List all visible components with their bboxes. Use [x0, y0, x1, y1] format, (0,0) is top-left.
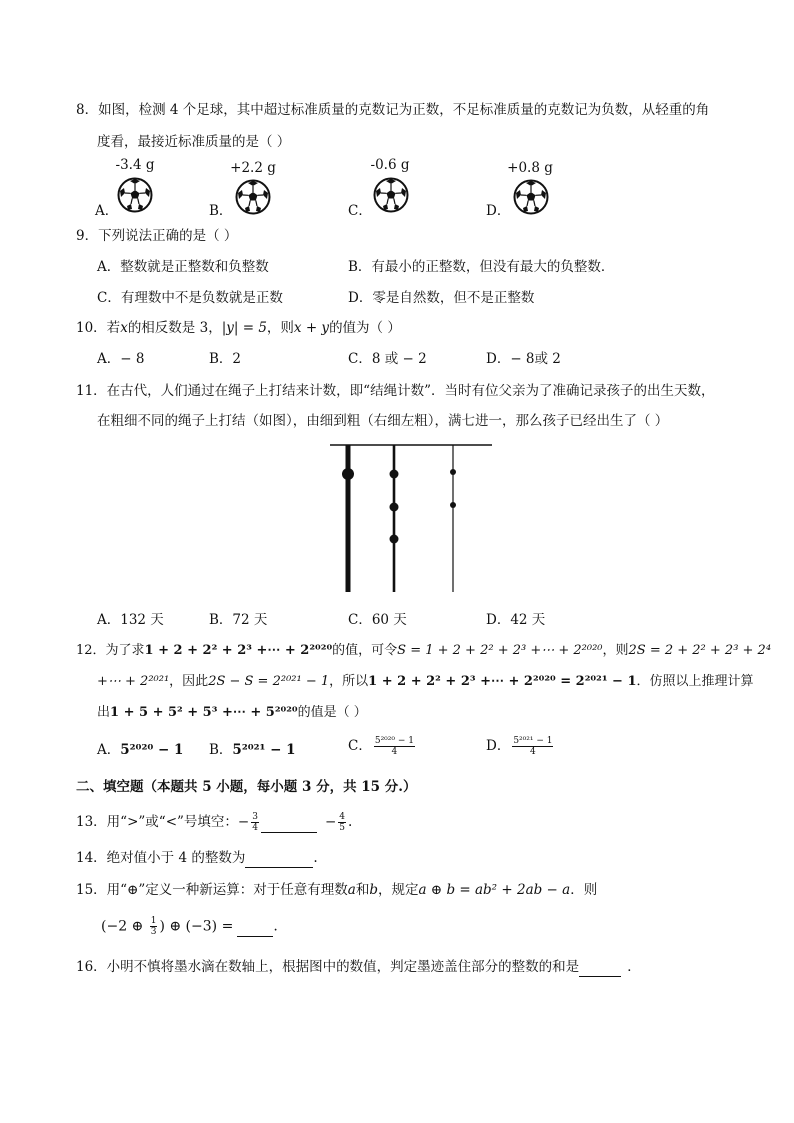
- q15-pre: 15．用“⊕”定义一种新运算：对于任意有理数: [76, 882, 348, 898]
- q13-left-den: 4: [252, 823, 258, 833]
- q8-option-a-weight: -3.4 g: [115, 157, 155, 173]
- q11-option-c[interactable]: C．60 天: [348, 612, 407, 628]
- q10-option-a[interactable]: A．− 8: [97, 351, 145, 367]
- q15-b: b: [369, 882, 379, 898]
- q10-option-d[interactable]: D．− 8或 2: [486, 351, 561, 367]
- q15-rule-post: ．则: [570, 882, 598, 898]
- q16: [76, 957, 641, 977]
- q14-end: .: [313, 850, 318, 866]
- q8-option-c-weight: -0.6 g: [370, 157, 410, 173]
- q12-option-d[interactable]: [486, 736, 555, 757]
- q12-t2: ，则: [602, 643, 629, 658]
- q12-line3: [97, 703, 367, 723]
- q15-answer-blank[interactable]: [237, 922, 273, 937]
- q10-abs-y: |y| = 5: [221, 320, 267, 336]
- q12-expr2: S = 1 + 2 + 2² + 2³ +⋯ + 2²⁰²⁰: [397, 643, 603, 658]
- q10-x: x: [120, 320, 128, 336]
- q8-option-d-weight: +0.8 g: [507, 160, 553, 176]
- q8-option-c-letter[interactable]: C．: [348, 203, 372, 219]
- q8-stem-line2: 度看，最接近标准质量的是（ ）: [97, 134, 291, 150]
- q10-stem-pre: 10．若: [76, 320, 121, 336]
- q8-option-b-letter[interactable]: B．: [209, 203, 233, 219]
- q12-line1: [76, 641, 771, 661]
- q13-right-fraction: [338, 812, 346, 833]
- q12-expr4: +⋯ + 2²⁰²¹: [97, 674, 170, 689]
- q12-option-a[interactable]: [97, 740, 183, 760]
- q11-stem-line1: 11．在古代，人们通过在绳子上打结来计数，即“结绳计数”．当时有位父亲为了准确记录孩子的出生天数，: [76, 383, 715, 399]
- section-2-heading: 二、填空题（本题共 5 小题，每小题 3 分，共 15 分.）: [76, 779, 417, 795]
- q9-option-a[interactable]: A．整数就是正整数和负整数: [97, 259, 269, 275]
- q15-a: a: [347, 882, 356, 898]
- q12-expr6: 1 + 2 + 2² + 2³ +⋯ + 2²⁰²⁰ = 2²⁰²¹ − 1: [368, 674, 637, 689]
- q15-and: 和: [355, 882, 370, 898]
- q14-pre: 14．绝对值小于 4 的整数为: [76, 850, 246, 866]
- q12-option-c-letter: C．: [348, 738, 372, 754]
- q15-rule-pre: ，规定: [378, 882, 419, 898]
- q10-stem-mid1: 的相反数是 3，: [127, 320, 222, 336]
- q12-option-b-value: 5²⁰²¹ − 1: [232, 742, 296, 758]
- q12-option-d-fraction: [512, 736, 553, 757]
- q13-right-sign: −: [324, 814, 337, 830]
- q15-expr-pre: (−2 ⊕: [101, 918, 148, 935]
- q10-stem: [76, 318, 401, 338]
- q8-option-d-letter[interactable]: D．: [486, 203, 511, 219]
- q12-option-a-letter: A．: [97, 742, 121, 758]
- q12-option-a-value: 5²⁰²⁰ − 1: [120, 742, 184, 758]
- q9-stem: 9．下列说法正确的是（ ）: [76, 228, 238, 244]
- q9-option-b[interactable]: B．有最小的正整数，但没有最大的负整数．: [348, 259, 615, 275]
- q10-expr: x + y: [293, 320, 330, 336]
- q12-t6: 出: [97, 705, 111, 720]
- q15-fraction: [150, 916, 158, 937]
- q15-end: .: [273, 918, 278, 935]
- q14-answer-blank[interactable]: [245, 853, 313, 868]
- q12-t3: ，因此: [169, 674, 209, 689]
- q10-stem-mid2: ，则: [266, 320, 294, 336]
- q12-expr7: 1 + 5 + 5² + 5³ +⋯ + 5²⁰²⁰: [110, 705, 298, 720]
- q11-option-d[interactable]: D．42 天: [486, 612, 546, 628]
- q10-stem-post: 的值为（ ）: [329, 320, 401, 336]
- q15-expr-post: ) ⊕ (−3) =: [159, 918, 234, 935]
- q12-option-d-den: 4: [530, 747, 536, 757]
- q12-option-c-den: 4: [391, 747, 398, 757]
- q12-t7: 的值是（ ）: [297, 705, 367, 720]
- q12-option-d-num: 5²⁰²¹ − 1: [513, 736, 553, 746]
- q11-stem-line2: 在粗细不同的绳子上打结（如图），由细到粗（右细左粗），满七进一，那么孩子已经出生了（ ）: [97, 413, 669, 429]
- q13-answer-blank[interactable]: [261, 818, 317, 833]
- q9-option-c[interactable]: C．有理数中不是负数就是正数: [97, 290, 283, 306]
- q8-stem-line1: 8．如图，检测 4 个足球，其中超过标准质量的克数记为正数，不足标准质量的克数记为负数，从轻重的角: [76, 102, 710, 118]
- q12-option-c-num: 5²⁰²⁰ − 1: [374, 736, 414, 746]
- q13-pre: 13．用“>”或“<”号填空：: [76, 814, 238, 830]
- q12-line2: [97, 672, 754, 692]
- q13-left-fraction: [251, 812, 259, 833]
- q15-line2: [101, 916, 278, 937]
- q16-pre: 16．小明不慎将墨水滴在数轴上，根据图中的数值，判定墨迹盖住部分的整数的和是: [76, 959, 580, 975]
- q13-left-sign: −: [237, 814, 250, 830]
- q12-option-d-letter: D．: [486, 738, 511, 754]
- knot-rope-diagram: [326, 440, 496, 598]
- q12-option-c[interactable]: [348, 736, 417, 757]
- soccer-ball-icon: [117, 177, 153, 213]
- soccer-ball-icon: [235, 179, 271, 215]
- q12-expr3: 2S = 2 + 2² + 2³ + 2⁴: [628, 643, 772, 658]
- q16-answer-blank[interactable]: [579, 962, 621, 977]
- q12-option-c-fraction: [374, 736, 415, 757]
- q12-t5: ．仿照以上推理计算: [636, 674, 754, 689]
- q12-num: 12．为了求: [76, 643, 145, 658]
- q16-end: ．: [627, 959, 641, 975]
- q12-t1: 的值，可令: [332, 643, 398, 658]
- q13-right-num: 4: [339, 812, 346, 822]
- q10-option-c[interactable]: C．8 或 − 2: [348, 351, 427, 367]
- q15-frac-den: 3: [150, 927, 157, 937]
- q14: [76, 848, 318, 868]
- q12-t4: ，所以: [329, 674, 369, 689]
- q9-option-d[interactable]: D．零是自然数，但不是正整数: [348, 290, 535, 306]
- q12-expr1: 1 + 2 + 2² + 2³ +⋯ + 2²⁰²⁰: [144, 643, 333, 658]
- q13-end: .: [348, 814, 353, 830]
- q13-right-den: 5: [339, 823, 346, 833]
- q13: [76, 812, 352, 833]
- q13-left-num: 3: [252, 812, 258, 822]
- q10-option-b[interactable]: B．2: [209, 351, 242, 367]
- soccer-ball-icon: [373, 177, 409, 213]
- q15-line1: [76, 880, 597, 900]
- q8-option-a-letter[interactable]: A．: [95, 203, 119, 219]
- q11-option-a[interactable]: A．132 天: [97, 612, 164, 628]
- q12-option-b-letter: B．: [209, 742, 233, 758]
- q15-frac-num: 1: [150, 916, 157, 926]
- q11-option-b[interactable]: B．72 天: [209, 612, 268, 628]
- q12-expr5: 2S − S = 2²⁰²¹ − 1: [208, 674, 330, 689]
- q8-option-b-weight: +2.2 g: [230, 160, 276, 176]
- q15-rule: a ⊕ b = ab² + 2ab − a: [418, 882, 571, 898]
- soccer-ball-icon: [513, 179, 549, 215]
- q12-option-b[interactable]: [209, 740, 296, 760]
